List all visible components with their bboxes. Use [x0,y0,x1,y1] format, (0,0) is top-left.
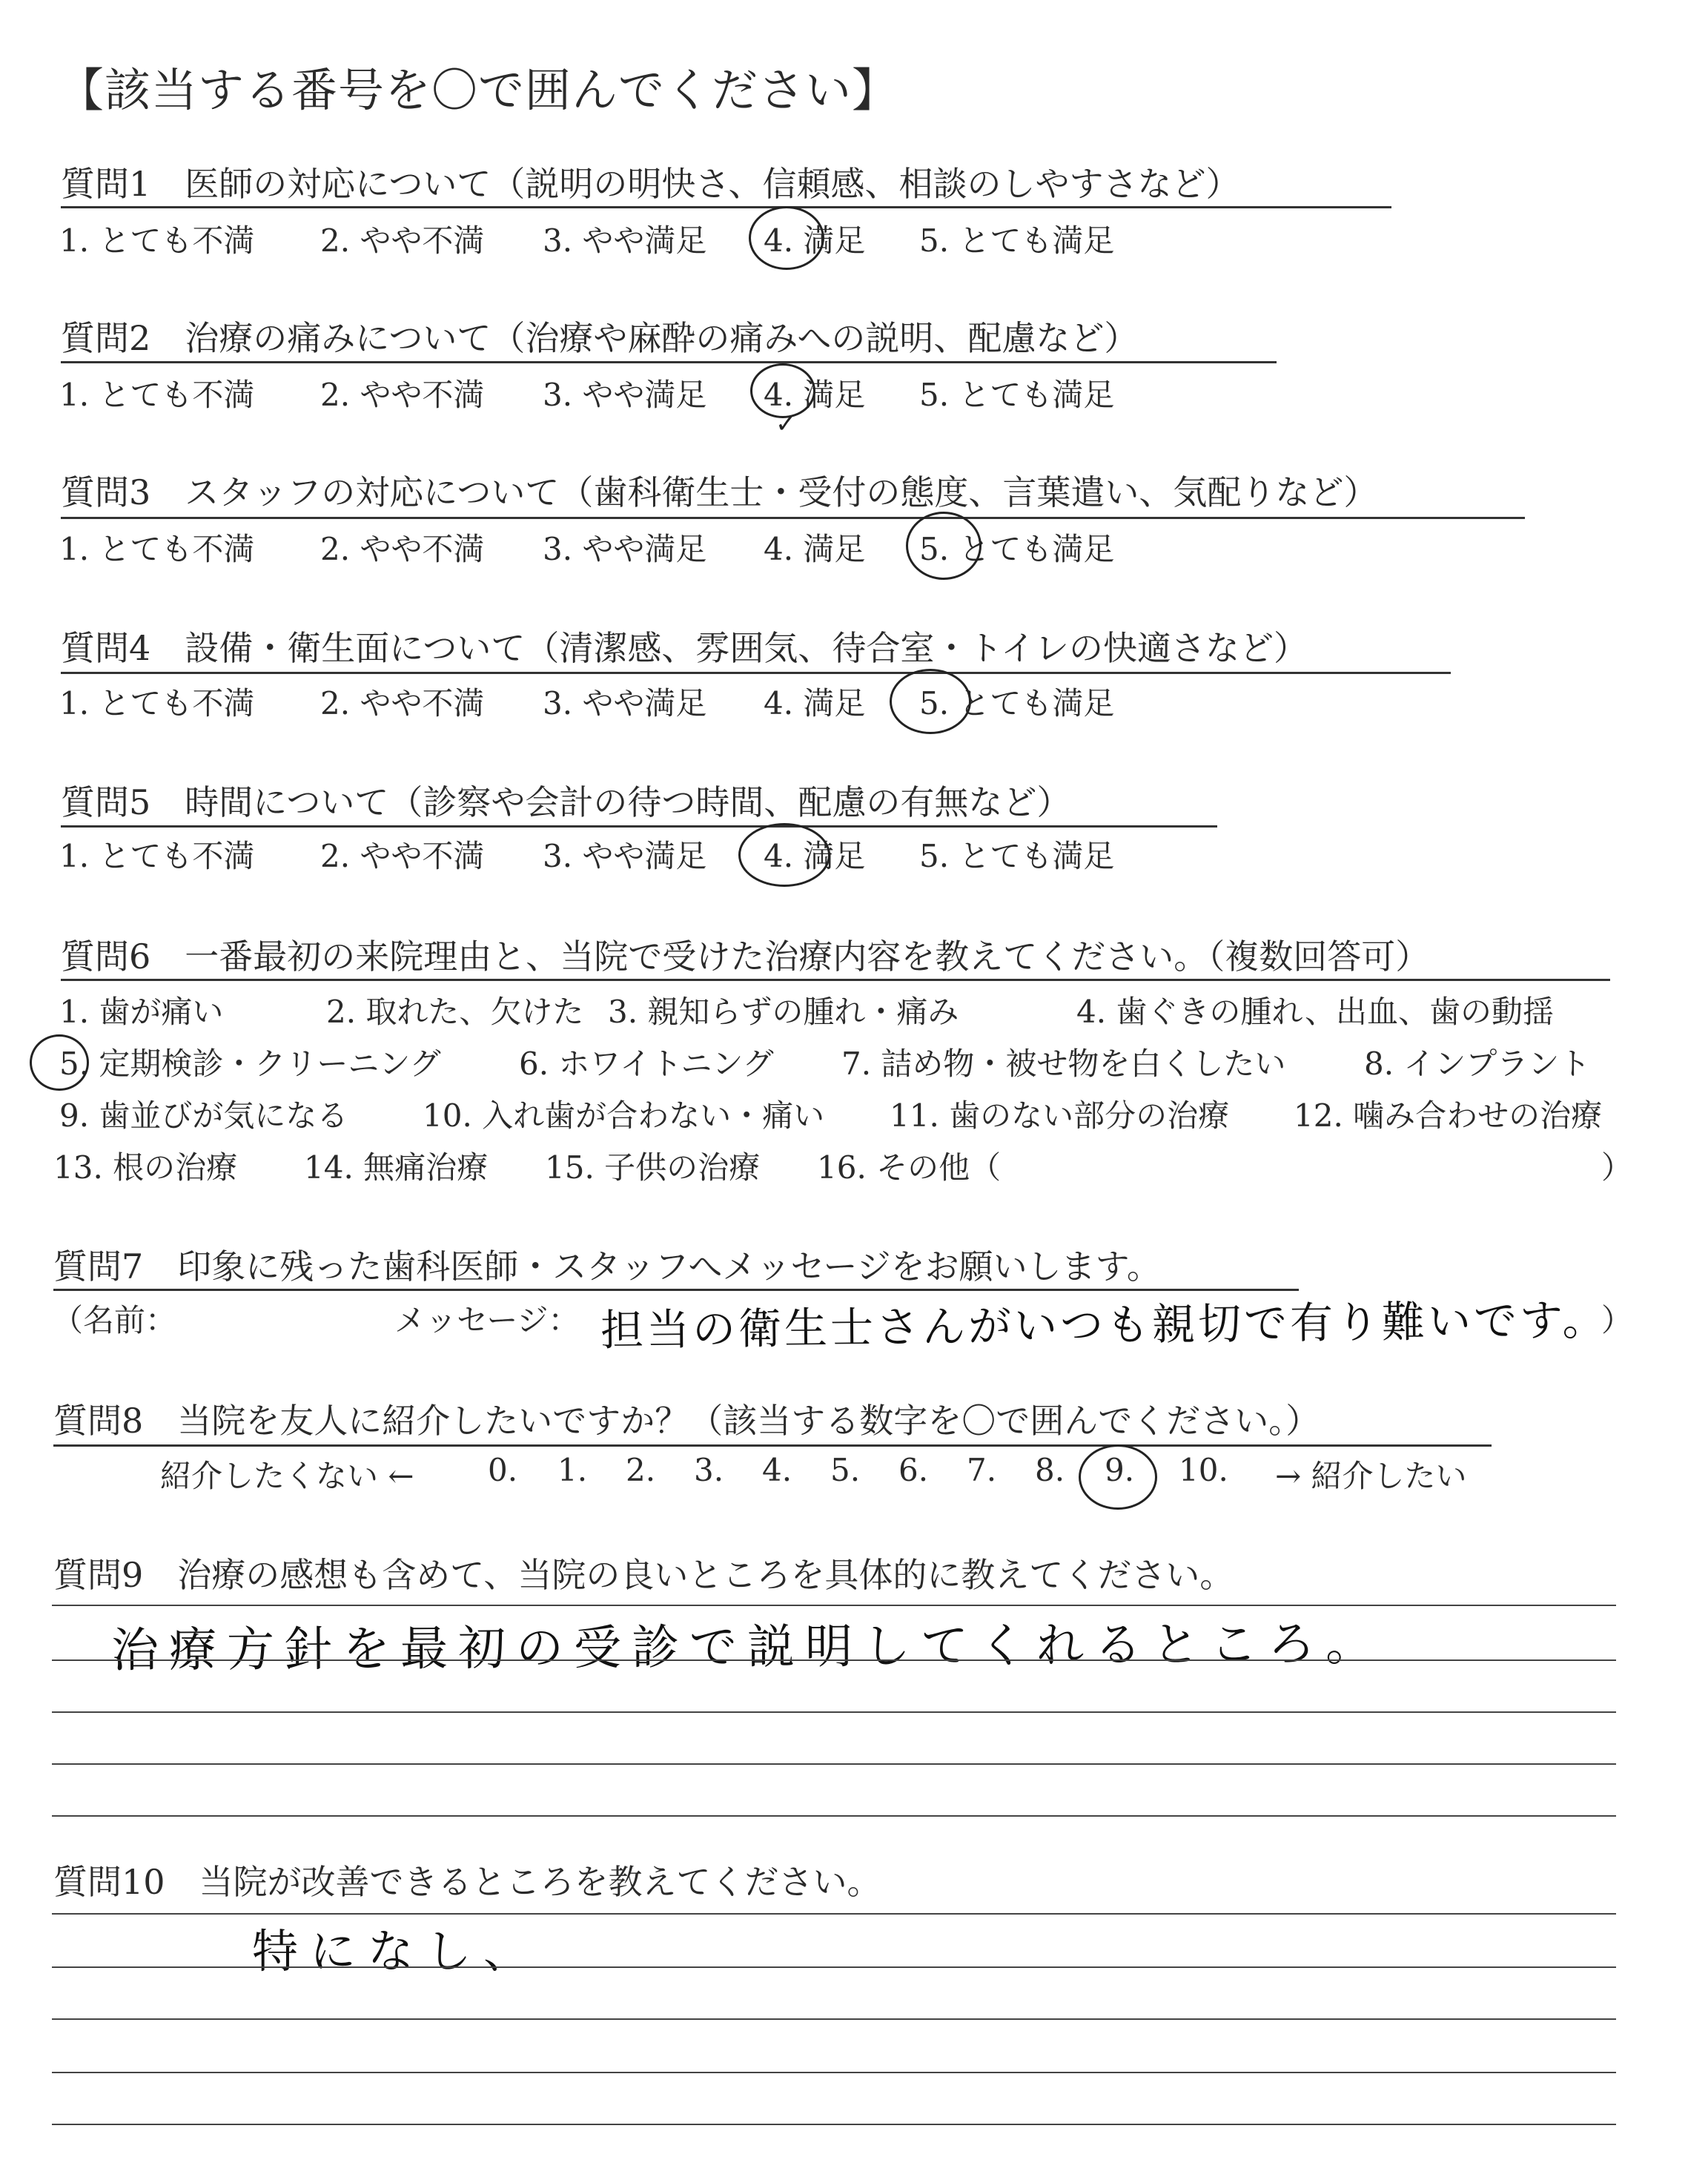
q8-scale-3[interactable]: 3. [694,1452,724,1488]
q2-option-4[interactable]: 4. 満足 [764,377,866,413]
q7-message-label: メッセージ： [394,1302,580,1338]
q10-write-line-4 [52,2072,1616,2073]
q4-option-5[interactable]: 5. とても満足 [919,685,1115,721]
q4-option-3[interactable]: 3. やや満足 [543,685,707,721]
q1-answer-circle [749,206,824,270]
q7-message-handwritten[interactable]: 担当の衛生士さんがいつも親切で有り難いです。 [600,1294,1609,1356]
q10-write-line-3 [52,2018,1616,2020]
q8-scale-6[interactable]: 6. [898,1452,929,1488]
q3-option-3[interactable]: 3. やや満足 [543,531,707,567]
q8-answer-circle [1079,1444,1157,1510]
page-title: 【該当する番号を〇で囲んでください】 [58,63,899,117]
q2-option-2[interactable]: 2. やや不満 [320,377,485,413]
question-4-label: 質問4 設備・衛生面について（清潔感、雰囲気、待合室・トイレの快適さなど） [61,628,1308,668]
q8-scale-0[interactable]: 0. [488,1452,518,1488]
q2-check-mark: ✓ [775,409,797,439]
question-8-underline [53,1444,1492,1447]
q9-write-line-4 [52,1763,1616,1765]
q6-option-11[interactable]: 11. 歯のない部分の治療 [890,1097,1230,1134]
q8-scale-5[interactable]: 5. [830,1452,861,1488]
q8-scale-1[interactable]: 1. [557,1452,588,1488]
q8-scale-right-label: → 紹介したい [1275,1458,1467,1494]
q10-answer-handwritten[interactable]: 特になし、 [252,1924,542,1978]
q8-scale-2[interactable]: 2. [626,1452,656,1488]
question-6-underline [61,979,1610,981]
q1-option-5[interactable]: 5. とても満足 [919,222,1115,259]
q5-option-1[interactable]: 1. とても不満 [59,838,255,874]
q4-option-4[interactable]: 4. 満足 [764,685,866,721]
q6-option-13[interactable]: 13. 根の治療 [53,1149,238,1186]
q2-option-1[interactable]: 1. とても不満 [59,377,255,413]
question-2-underline [61,361,1277,363]
q6-option-15[interactable]: 15. 子供の治療 [545,1149,761,1186]
q8-scale-left-label: 紹介したくない ← [160,1458,414,1494]
question-1-label: 質問1 医師の対応について（説明の明快さ、信頼感、相談のしやすさなど） [61,164,1240,204]
q6-option-16[interactable]: 16. その他（ [817,1149,1002,1186]
question-1-underline [61,206,1391,208]
question-9-label: 質問9 治療の感想も含めて、当院の良いところを具体的に教えてください。 [53,1555,1234,1595]
q9-write-line-5 [52,1815,1616,1817]
q6-option-5[interactable]: 5. 定期検診・クリーニング [59,1046,441,1082]
q6-option-8[interactable]: 8. インプラント [1364,1046,1591,1082]
q10-write-line-2 [52,1966,1616,1968]
q8-scale-9[interactable]: 9. [1105,1452,1135,1488]
q2-option-5[interactable]: 5. とても満足 [919,377,1115,413]
question-7-label: 質問7 印象に残った歯科医師・スタッフへメッセージをお願いします。 [53,1246,1161,1287]
q1-option-4[interactable]: 4. 満足 [764,222,866,259]
question-5-label: 質問5 時間について（診察や会計の待つ時間、配慮の有無など） [61,782,1071,822]
q5-answer-circle [738,823,830,887]
q1-option-3[interactable]: 3. やや満足 [543,222,707,259]
q6-option-6[interactable]: 6. ホワイトニング [519,1046,774,1082]
question-10-label: 質問10 当院が改善できるところを教えてください。 [53,1862,881,1902]
q10-write-line-5 [52,2124,1616,2125]
q5-option-2[interactable]: 2. やや不満 [320,838,485,874]
q5-option-5[interactable]: 5. とても満足 [919,838,1115,874]
question-4-underline [61,672,1451,674]
q8-scale-8[interactable]: 8. [1035,1452,1065,1488]
q6-option-14[interactable]: 14. 無痛治療 [304,1149,489,1186]
q3-answer-circle [906,512,982,580]
q6-option-3[interactable]: 3. 親知らずの腫れ・痛み [608,994,959,1030]
q6-other-close: ） [1601,1149,1633,1186]
q2-option-3[interactable]: 3. やや満足 [543,377,707,413]
q6-option-4[interactable]: 4. 歯ぐきの腫れ、出血、歯の動揺 [1076,994,1554,1030]
q5-option-3[interactable]: 3. やや満足 [543,838,707,874]
q6-answer-circle [30,1034,89,1091]
question-2-label: 質問2 治療の痛みについて（治療や麻酔の痛みへの説明、配慮など） [61,318,1139,358]
question-3-underline [61,517,1525,519]
q4-option-2[interactable]: 2. やや不満 [320,685,485,721]
q6-option-1[interactable]: 1. 歯が痛い [59,994,224,1030]
q3-option-4[interactable]: 4. 満足 [764,531,866,567]
q6-option-10[interactable]: 10. 入れ歯が合わない・痛い [423,1097,825,1134]
question-5-underline [61,825,1217,828]
q9-answer-handwritten[interactable]: 治療方針を最初の受診で説明してくれるところ。 [110,1616,1384,1679]
q4-option-1[interactable]: 1. とても不満 [59,685,255,721]
question-8-label: 質問8 当院を友人に紹介したいですか？（該当する数字を〇で囲んでください。） [53,1401,1320,1441]
q3-option-5[interactable]: 5. とても満足 [919,531,1115,567]
q3-option-1[interactable]: 1. とても不満 [59,531,255,567]
q6-option-9[interactable]: 9. 歯並びが気になる [59,1097,348,1134]
q9-write-line-3 [52,1711,1616,1713]
q7-close: ） [1601,1302,1633,1338]
q1-option-2[interactable]: 2. やや不満 [320,222,485,259]
q5-option-4[interactable]: 4. 満足 [764,838,866,874]
q1-option-1[interactable]: 1. とても不満 [59,222,255,259]
q6-option-7[interactable]: 7. 詰め物・被せ物を白くしたい [841,1046,1286,1082]
q7-name-label: （名前： [52,1302,177,1338]
q8-scale-10[interactable]: 10. [1179,1452,1228,1488]
question-3-label: 質問3 スタッフの対応について（歯科衛生士・受付の態度、言葉遣い、気配りなど） [61,472,1378,512]
q3-option-2[interactable]: 2. やや不満 [320,531,485,567]
q4-answer-circle [890,669,971,734]
q6-option-12[interactable]: 12. 噛み合わせの治療 [1294,1097,1603,1134]
q6-option-2[interactable]: 2. 取れた、欠けた [326,994,584,1030]
q8-scale-7[interactable]: 7. [967,1452,997,1488]
question-6-label: 質問6 一番最初の来院理由と、当院で受けた治療内容を教えてください。（複数回答可） [61,937,1430,977]
q9-write-line-2 [52,1659,1616,1661]
q8-scale-4[interactable]: 4. [762,1452,792,1488]
